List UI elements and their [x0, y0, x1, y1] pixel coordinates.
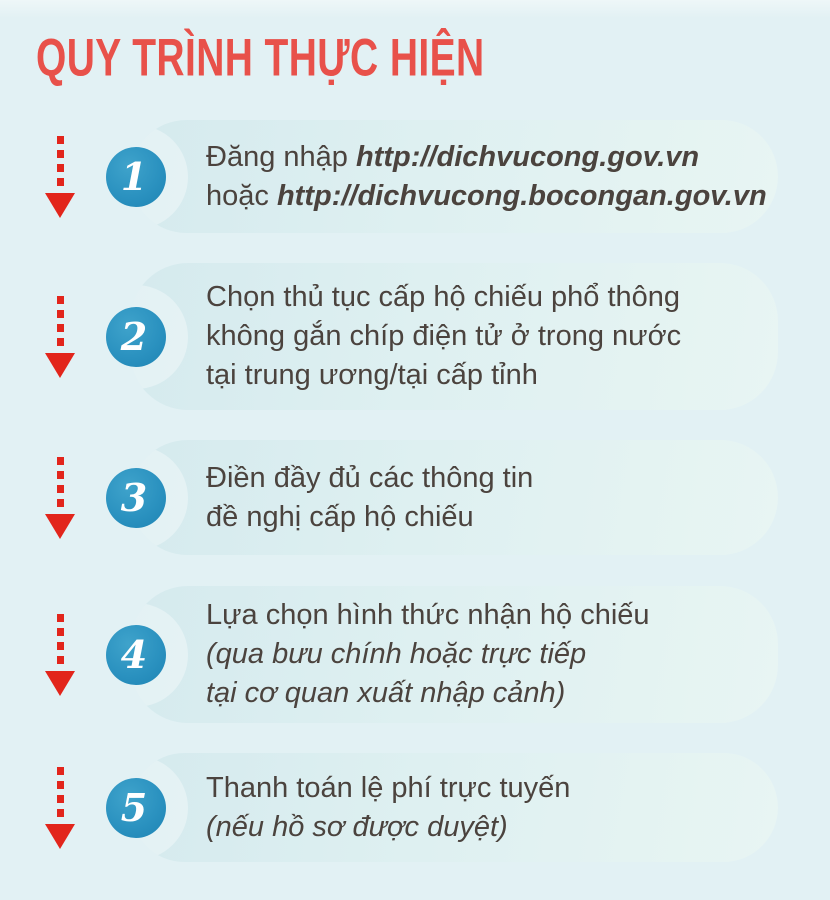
- step-text-line: [206, 138, 766, 177]
- page-title: QUY TRÌNH THỰC HIỆN: [36, 27, 485, 88]
- arrow-head: [45, 514, 75, 539]
- step-text-line: [206, 356, 766, 395]
- step-card-3: [130, 440, 778, 555]
- dashed-arrow-down-icon: [45, 296, 75, 378]
- step-text-line: [206, 674, 766, 713]
- url-text: http://dichvucong.bocongan.gov.vn: [276, 179, 767, 212]
- step-number: 5: [120, 785, 148, 830]
- step-number: 1: [120, 154, 148, 199]
- step-text: tại cơ quan xuất nhập cảnh): [206, 677, 566, 709]
- step-text-line: [206, 808, 766, 847]
- arrow-dashed-line: [57, 767, 64, 823]
- step-text: không gắn chíp điện tử ở trong nước: [206, 320, 682, 352]
- step-text-line: [206, 177, 766, 216]
- step-text: tại trung ương/tại cấp tỉnh: [206, 359, 538, 391]
- step-number-badge: [106, 468, 166, 528]
- step-text: Thanh toán lệ phí trực tuyến: [206, 771, 571, 804]
- step-card-1: [130, 120, 778, 233]
- step-number-badge: [106, 307, 166, 367]
- arrow-dashed-line: [57, 457, 64, 513]
- arrow-dashed-line: [57, 614, 64, 670]
- step-number: 2: [120, 314, 148, 359]
- dashed-arrow-down-icon: [45, 614, 75, 696]
- dashed-arrow-down-icon: [45, 457, 75, 539]
- step-text: hoặc: [206, 179, 277, 212]
- step-text: Lựa chọn hình thức nhận hộ chiếu: [206, 599, 650, 631]
- step-card-5: [130, 753, 778, 862]
- step-text-line: [206, 278, 766, 317]
- step-text-line: [206, 459, 766, 498]
- step-text: (nếu hồ sơ được duyệt): [206, 810, 508, 843]
- arrow-dashed-line: [57, 296, 64, 352]
- arrow-dashed-line: [57, 136, 64, 192]
- arrow-head: [45, 824, 75, 849]
- step-number-badge: [106, 778, 166, 838]
- step-text-line: [206, 498, 766, 537]
- step-number-badge: [106, 625, 166, 685]
- step-card-4: [130, 586, 778, 723]
- url-text: http://dichvucong.gov.vn: [355, 140, 700, 173]
- step-text: Chọn thủ tục cấp hộ chiếu phổ thông: [206, 281, 681, 313]
- step-card-2: [130, 263, 778, 410]
- arrow-head: [45, 193, 75, 218]
- dashed-arrow-down-icon: [45, 767, 75, 849]
- dashed-arrow-down-icon: [45, 136, 75, 218]
- step-text-line: [206, 769, 766, 808]
- step-number-badge: [106, 147, 166, 207]
- step-text: (qua bưu chính hoặc trực tiếp: [206, 638, 587, 670]
- step-text-line: [206, 635, 766, 674]
- step-text-line: [206, 317, 766, 356]
- step-text: đề nghị cấp hộ chiếu: [206, 500, 474, 533]
- step-text-line: [206, 596, 766, 635]
- step-number: 4: [120, 632, 148, 677]
- step-text: Điền đầy đủ các thông tin: [206, 461, 534, 494]
- step-number: 3: [120, 475, 148, 520]
- arrow-head: [45, 353, 75, 378]
- step-text: Đăng nhập: [206, 140, 356, 173]
- arrow-head: [45, 671, 75, 696]
